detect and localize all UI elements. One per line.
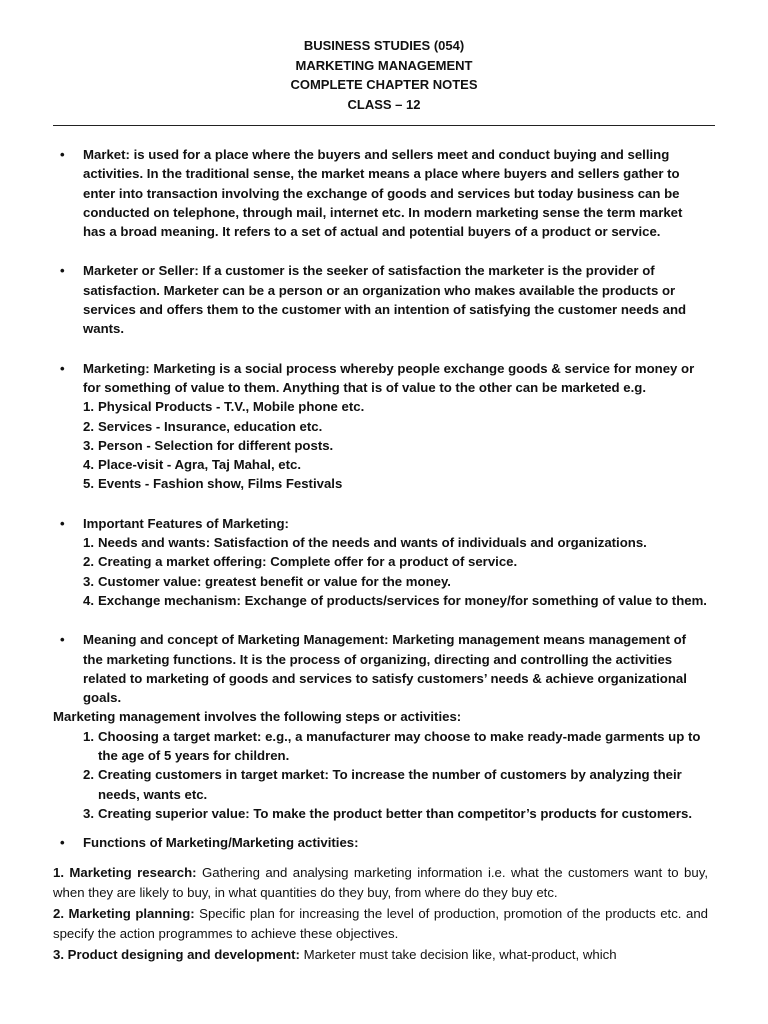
list-item: 2. Creating customers in target market: To increase the number of customers by analyzing their needs, wants etc. bbox=[83, 767, 682, 802]
list-item: 3. Creating superior value: To make the product better than competitor’s products for customers. bbox=[83, 805, 693, 821]
list-item: 5. Events - Fashion show, Films Festivals bbox=[83, 476, 343, 492]
subject-title: BUSINESS STUDIES (054) bbox=[303, 38, 465, 53]
list-item: 2. Services - Insurance, education etc. bbox=[83, 418, 323, 434]
bullet-icon: • bbox=[60, 515, 65, 531]
class-title: CLASS – 12 bbox=[347, 96, 421, 112]
chapter-title: MARKETING MANAGEMENT bbox=[295, 57, 473, 73]
marketer-text: Marketer or Seller: If a customer is the seeker of satisfaction the marketer is the provider of satisfaction. Marketer can be a person or an organization who makes available the products or services and offers them to the customer with an intention of satisfying the customer needs and wants. bbox=[83, 263, 687, 337]
bullet-market bbox=[53, 145, 708, 241]
bullet-marketing bbox=[53, 359, 708, 398]
document-header bbox=[0, 36, 768, 114]
bullet-icon: • bbox=[60, 835, 65, 851]
bullet-features bbox=[53, 514, 708, 533]
list-item: 1. Physical Products - T.V., Mobile phone etc. bbox=[83, 399, 365, 415]
mm-text: Meaning and concept of Marketing Management: Marketing management means management of the marketing functions. It is the process of organizing, directing and controlling the activities related to marketing of goods and services to satisfy customers’ needs & achieve organizational goals. bbox=[83, 632, 687, 706]
function-item: 1. Marketing research: Gathering and analysing marketing information i.e. what the customers want to buy, when they are likely to buy, in what quantities do they buy, from where do they buy etc. bbox=[53, 864, 708, 900]
document-body bbox=[53, 145, 708, 965]
list-item: 1. Choosing a target market: e.g., a manufacturer may choose to make ready-made garments up to the age of 5 years for children. bbox=[83, 728, 701, 764]
function-item: 3. Product designing and development: Marketer must take decision like, what-product, which bbox=[53, 946, 617, 962]
marketing-text: Marketing: Marketing is a social process whereby people exchange goods & service for money or for something of value to them. Anything that is of value to the other can be marketed e.g. bbox=[83, 360, 695, 395]
market-text: Market: is used for a place where the buyers and sellers meet and conduct buying and selling activities. In the traditional sense, the market means a place where buyers and sellers gather to enter into transaction involving the exchange of goods and services but today business can be conducted on telephone, through mail, internet etc. In modern marketing sense the term market has a broad meaning. It refers to a set of actual and potential buyers of a product or service. bbox=[83, 147, 683, 240]
list-item: 3. Person - Selection for different posts. bbox=[83, 437, 334, 453]
function-item: 2. Marketing planning: Specific plan for increasing the level of production, promotion of the products etc. and specify the action programmes to achieve these objectives. bbox=[53, 905, 708, 941]
mm-steps-list bbox=[53, 727, 708, 823]
header-divider bbox=[53, 125, 715, 126]
list-item: 3. Customer value: greatest benefit or value for the money. bbox=[83, 573, 451, 589]
bullet-icon: • bbox=[60, 147, 65, 162]
list-item: 4. Place-visit - Agra, Taj Mahal, etc. bbox=[83, 457, 302, 473]
functions-heading: Functions of Marketing/Marketing activities: bbox=[83, 835, 359, 851]
bullet-icon: • bbox=[60, 263, 65, 279]
mm-intro: Marketing management involves the following steps or activities: bbox=[53, 709, 462, 725]
notes-title: COMPLETE CHAPTER NOTES bbox=[290, 77, 478, 92]
bullet-marketer bbox=[53, 261, 708, 338]
bullet-icon: • bbox=[60, 360, 65, 376]
features-list bbox=[53, 533, 708, 610]
bullet-functions bbox=[53, 833, 708, 852]
list-item: 2. Creating a market offering: Complete offer for a product of service. bbox=[83, 554, 518, 570]
list-item: 4. Exchange mechanism: Exchange of products/services for money/for something of value to them. bbox=[83, 592, 707, 608]
list-item: 1. Needs and wants: Satisfaction of the needs and wants of individuals and organizations. bbox=[83, 535, 647, 551]
marketing-examples-list bbox=[53, 397, 708, 493]
features-heading: Important Features of Marketing: bbox=[83, 515, 289, 531]
bullet-icon: • bbox=[60, 632, 65, 648]
bullet-marketing-management bbox=[53, 630, 708, 707]
